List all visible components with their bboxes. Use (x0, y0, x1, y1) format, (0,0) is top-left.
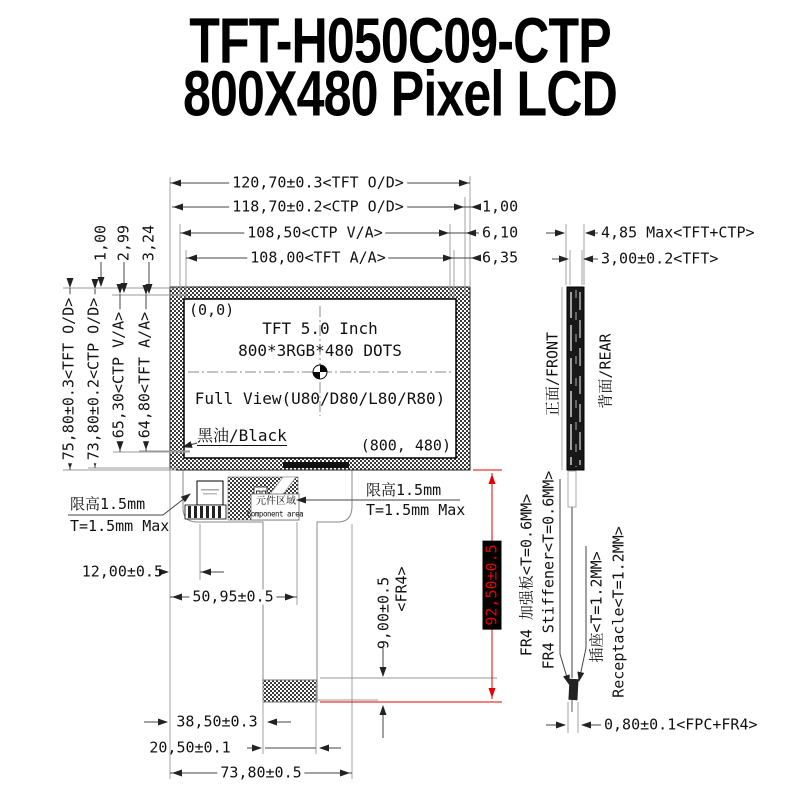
panel-dots-label: 800*3RGB*480 DOTS (238, 341, 402, 360)
height-limit-left-en: T=1.5mm Max (70, 517, 170, 535)
panel-black-label: 黑油/Black (197, 426, 287, 445)
component-area-label-en: Component area (246, 509, 304, 519)
dim-92-50-highlight: 92,50±0.5 (483, 540, 502, 629)
dim-9-00: 9,00±0.5 (374, 576, 393, 650)
dim-corner-2-99: 2,99 (114, 224, 133, 262)
side-rear-label: 背面/REAR (596, 333, 615, 409)
dim-offset-6-35: 6,35 (482, 248, 519, 267)
dim-tft-aa-height: 64,80<TFT A/A> (138, 309, 153, 441)
component-area-label-cn: 元件区域 (256, 496, 296, 507)
height-limit-left-cn: 限高1.5mm (70, 495, 146, 513)
fpc-side-root (568, 471, 576, 507)
panel-side-view (562, 287, 584, 712)
height-limit-right-cn: 限高1.5mm (366, 481, 442, 499)
dim-ctp-va-width: 108,50<CTP V/A> (244, 226, 385, 241)
dim-offset-1-00: 1,00 (482, 197, 519, 216)
panel-origin-label: (0,0) (189, 301, 235, 319)
dim-fpc-thickness: 0,80±0.1<FPC+FR4> (604, 715, 758, 734)
side-view-stack (567, 287, 584, 470)
dim-38-50: 38,50±0.3 (173, 715, 260, 730)
fpc-bond-strip (283, 462, 349, 468)
dim-tft-od-width: 120,70±0.3<TFT O/D> (229, 176, 407, 191)
dim-fr4-tag: <FR4> (392, 566, 411, 612)
dim-ctp-od-height: 73,80±0.2<CTP O/D> (87, 295, 102, 464)
panel-view-label: Full View(U80/D80/L80/R80) (194, 389, 446, 408)
dim-corner-1-00: 1,00 (91, 224, 110, 262)
dim-thickness-tft: 3,00±0.2<TFT> (601, 249, 719, 268)
dim-50-95: 50,95±0.5 (189, 590, 276, 605)
stiffener-label-cn: FR4 加强板<T=0.6MM> (517, 493, 536, 657)
height-limit-right-en: T=1.5mm Max (366, 501, 466, 519)
dim-20-50: 20,50±0.1 (149, 738, 231, 757)
dim-tft-od-height: 75,80±0.3<TFT O/D> (62, 295, 77, 464)
panel-size-label: TFT 5.0 Inch (262, 319, 378, 338)
stiffener-label-en: FR4 Stiffener<T=0.6MM> (539, 470, 558, 670)
drawing-title-line2: 800X480 Pixel LCD (183, 58, 617, 130)
dim-corner-3-24: 3,24 (139, 224, 158, 262)
side-front-label: 正面/FRONT (543, 331, 562, 417)
dim-ctp-va-height: 65,30<CTP V/A> (112, 309, 127, 441)
receptacle-label-en: Receptacle<T=1.2MM> (609, 526, 628, 698)
dim-ctp-od-width: 118,70±0.2<CTP O/D> (229, 200, 407, 215)
receptacle-label-cn: 插座<T=1.2MM> (587, 551, 606, 663)
panel-corner-label: (800, 480) (360, 436, 451, 455)
drawing-title-line1: TFT-H050C09-CTP (189, 5, 611, 77)
dim-offset-6-10: 6,10 (482, 223, 519, 242)
dim-thickness-max: 4,85 Max<TFT+CTP> (601, 223, 755, 242)
receptacle-side (568, 679, 578, 700)
dim-73-80: 73,80±0.5 (217, 766, 304, 781)
dim-tft-aa-width: 108,00<TFT A/A> (247, 251, 388, 266)
center-mark-icon (313, 365, 327, 379)
fr4-stiffener-hatch (263, 680, 317, 702)
dim-12-00: 12,00±0.5 (81, 562, 163, 581)
